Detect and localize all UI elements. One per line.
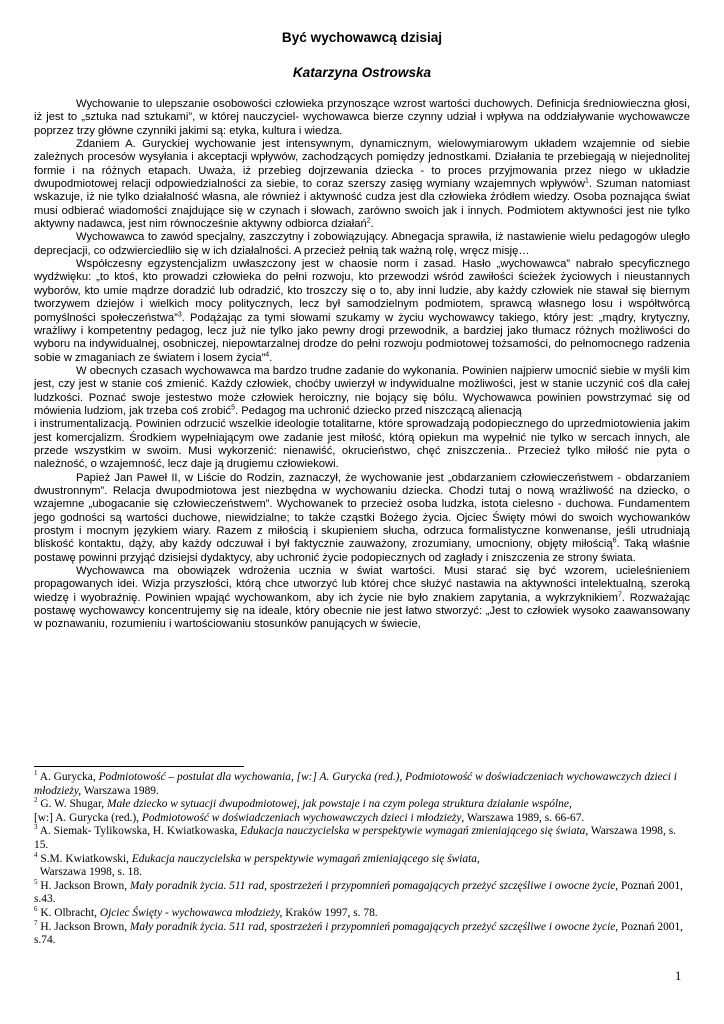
footnote: $^7$ H. Jackson Brown, Mały poradnik życia. 511 rad, spostrzeżeń i przypomnień pomagających przeżyć szczęśliwe i owocne życie, Poznań 2001, s.74. xyxy=(34,918,684,947)
footnote: $^4$ S.M. Kwiatkowski, Edukacja nauczycielska w perspektywie wymagań zmieniającego się świata, Warszawa 1998, s. 18. xyxy=(34,850,480,879)
footnote: $^5$ H. Jackson Brown, Mały poradnik życia. 511 rad, spostrzeżeń i przypomnień pomagających przeżyć szczęśliwe i owocne życie, Poznań 2001, s.43. xyxy=(34,877,684,906)
footnote-ref[interactable]: 6 xyxy=(612,537,617,545)
footnote-ref[interactable]: 2 xyxy=(366,217,371,225)
paragraph: Papież Jan Paweł II, w Liście do Rodzin, zaznaczył, że wychowanie jest „obdarzaniem człowieczeństwem - obdarzaniem dwustronnym”. Relacja dwupodmiotowa jest niezbędna w wychowaniu dziecka. Chodzi tutaj o nową wrażliwość na dziecko, o wzajemne „ubogacanie się człowieczeństwem”. Wychowanek to przecież osoba ludzka, istota cielesno - duchowa. Fundamentem jego godności są wartości duchowe, niewidzialne; to także cząstki Bożego życia. Ojciec Święty mówi do swoich wychowanków prostym i mocnym językiem wiary. Razem z miłością i skupieniem słucha, odrzuca formalistyczne konwenanse, jeśli utrudniają bliskość kontaktu, dąży, aby każdy odczuwał i był faktycznie zauważony, zrozumiany, umocniony, objęty miłością$^6$. Taką właśnie postawę powinni przyjąć dzisiejsi dydaktycy, aby uchronić życie podopiecznych od zagłady i zniszczenia ze strony świata. xyxy=(34,471,690,564)
paragraph: Wychowawca ma obowiązek wdrożenia ucznia w świat wartości. Musi starać się być wzorem, ucieleśnieniem propagowanych idei. Wizja przyszłości, którą chce utworzyć lub której chce służyć nastawia na aktywności intelektualną, szeroką wiedzę i wyobraźnię. Powinien wpająć wychowankom, aby ich życie nie było znakiem zapytania, a wykrzyknikiem$^7$. Rozważając postawę wychowawcy koncentrujemy się na ideale, który obecnie nie jest łatwo stworzyć: „Jest to człowiek wysoko zaawansowany w poznawaniu, rozumieniu i wartościowaniu stosunków panujących w świecie, xyxy=(34,565,691,631)
footnote: $^2$ G. W. Shugar, Małe dziecko w sytuacji dwupodmiotowej, jak powstaje i na czym polega struktura działanie wspólne, [w:] A. Gurycka (red.), Podmiotowość w doświadczeniach wychowawczych dzieci i młodzieży, Warszawa 1989, s. 66-67. xyxy=(34,796,585,824)
document-title: Być wychowawcą dzisiaj xyxy=(281,30,443,45)
footnote-ref[interactable]: 4 xyxy=(265,350,270,358)
document-body xyxy=(34,98,690,632)
footnote-ref[interactable]: 7 xyxy=(617,590,622,598)
paragraph: Zdaniem A. Guryckiej wychowanie jest intensywnym, dynamicznym, wielowymiarowym układem wzajemnie od siebie zależnych procesów wysyłania i akceptacji wpływów, zachodzących pomiędzy jednostkami. Działania te przebiegają w niejednolitej formie i na różnych etapach. Uważa, iż przebieg dojrzewania dziecka - to proces przyjmowania przez niego w układzie dwupodmiotowej relacji odpowiedzialności za siebie, to coraz szerszy zasięg wymiany wzajemnych wpływów$^1$. Szuman natomiast wskazuje, iż nie tylko działalność własna, ale również i aktywność cudza jest dla człowieka źródłem wiedzy. Osoba poznająca świat musi odbierać wiadomości znajdujące się w czynach i słowach, zarówno swoich jak i innych. Podmiotem aktywności jest nie tylko aktywny nadawca, jest nim równocześnie aktywny odbiorca działań$^2$. xyxy=(34,138,690,231)
paragraph: Współczesny egzystencjalizm uwłaszczony jest w chaosie norm i zasad. Hasło „wychowawca” nabrało specyficznego wydźwięku: „to ktoś, kto prowadzi człowieka do pełni rozwoju, kto przewodzi wśród zawiłości ścieżek życiowych i nieustannych wyborów, kto umie mądrze doradzić lub odradzić, kto troszczy się o to, aby inni ludzie, aby każdy człowiek nie stawał się biernym tworzywem dziejów i wielkich mocy politycznych, lecz był samodzielnym podmiotem, sprawcą własnego losu i współtwórcą pomyślności społeczeństwa”$^3$. Podążając za tymi słowami szukamy w życiu wychowawcy takiego, który jest: „mądry, krytyczny, wrażliwy i kompetentny pedagog, lecz już nie tylko jako pewny drogi przewodnik, a bardziej jako tłumacz różnych możliwości do wyboru na indywidualnej, osobniczej, niepowtarzalnej drodze do pełni rozwoju podmiotowej tożsamości, do pełnomocnego radzenia sobie w zmaganiach ze światem i losem życia”$^4$. xyxy=(34,258,690,364)
footnote: $^6$ K. Olbracht, Ojciec Święty - wychowawca młodzieży, Kraków 1997, s. 78. xyxy=(34,905,378,919)
paragraph: Wychowawca to zawód specjalny, zaszczytny i zobowiązujący. Abnegacja sprawiła, iż nastawienie wielu pedagogów uległo deprecjacji, co odzwierciedliło się w ich działalności. A przecież pełnią tak ważną rolę, wręcz misję… xyxy=(34,231,690,257)
page-number: 1 xyxy=(675,969,682,983)
paragraph: Wychowanie to ulepszanie osobowości człowieka przynoszące wzrost wartości duchowych. Definicja średniowieczna głosi, iż jest to „sztuka nad sztukami”, w której nauczyciel- wychowawca bierze czynny udział i wpływa na oddziaływanie wychowawcze poprzez trzy główne czynniki jakimi są: etyka, kultura i wiedza. xyxy=(34,98,690,137)
document-author: Katarzyna Ostrowska xyxy=(292,65,432,80)
footnote-separator xyxy=(34,766,244,767)
footnote: $^1$ A. Gurycka, Podmiotowość – postulat dla wychowania, [w:] A. Gurycka (red.), Podmiotowość w doświadczeniach wychowawczych dzieci i młodzieży, Warszawa 1989. xyxy=(34,769,677,797)
footnote: $^3$ A. Siemak- Tylikowska, H. Kwiatkowaska, Edukacja nauczycielska w perspektywie wymagań zmieniającego się świata, Warszawa 1998, s. 15. xyxy=(34,823,676,851)
footnotes xyxy=(34,771,690,948)
footnote-ref[interactable]: 3 xyxy=(177,310,182,318)
footnote-ref[interactable]: 1 xyxy=(584,177,589,185)
document-page xyxy=(34,24,690,632)
paragraph: W obecnych czasach wychowawca ma bardzo trudne zadanie do wykonania. Powinien najpierw umocnić siebie w myśli kim jest, czy jest w stanie coś zmienić. Każdy człowiek, choćby uwierzył w indywidualne możliwości, jest w stanie uczynić coś dla całej ludzkości. Poznać swoje jestestwo może człowiek heroiczny, nie bojący się bólu. Wychowawca powinien powstrzymać się od mówienia ludziom, jak trzeba coś zrobić$^5$. Pedagog ma uchronić dziecko przed niszczącą alienacją xyxy=(34,364,690,417)
paragraph: i instrumentalizacją. Powinien odrzucić wszelkie ideologie totalitarne, które sprowadzają podopiecznego do uprzedmiotowienia jakim jest komercjalizm. Środkiem wypełniającym owe zadanie jest miłość, którą opiekun ma wypełnić nie tylko w sercach innych, ale przede wszystkim w swoim. Musi wykorzenić: nienawiść, okrucieństwo, chęć zniszczenia.. Przecież tylko miłość nie pyta o należność, o wzajemność, lecz daje ją drugiemu człowiekowi. xyxy=(34,418,690,471)
footnote-ref[interactable]: 5 xyxy=(231,404,236,412)
